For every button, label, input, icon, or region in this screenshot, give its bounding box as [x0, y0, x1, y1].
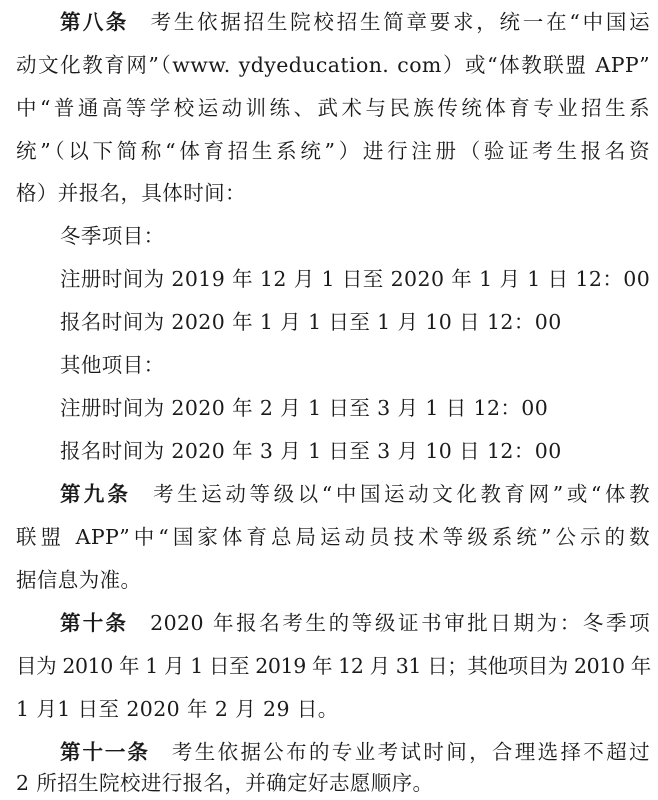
article-9-line-3: 据信息为准。: [16, 568, 142, 592]
winter-register-time: 注册时间为 2019 年 12 月 1 日至 2020 年 1 月 1 日 12：00: [60, 267, 651, 291]
article-8-text-1: 考生依据招生院校招生简章要求，统一在“中国运: [150, 10, 651, 34]
winter-label: 冬季项目：: [60, 224, 165, 248]
article-8-line-1: [60, 5, 650, 39]
article-8-line-2: 动文化教育网”（www. ydyeducation. com）或“体教联盟 APP”: [16, 53, 650, 77]
other-signup-time: 报名时间为 2020 年 3 月 1 日至 3 月 10 日 12：00: [60, 439, 562, 463]
article-8-heading: 第八条: [60, 10, 129, 34]
article-11-heading: 第十一条: [60, 740, 150, 764]
article-9-line-1: [60, 477, 650, 511]
article-11-line-2: 2 所招生院校进行报名，并确定好志愿顺序。: [16, 771, 434, 795]
other-register-time: 注册时间为 2020 年 2 月 1 日至 3 月 1 日 12：00: [60, 396, 549, 420]
article-8-line-5: 格）并报名，具体时间：: [16, 181, 246, 205]
article-10-line-3: 1 月1 日至 2020 年 2 月 29 日。: [16, 697, 339, 721]
article-9-line-2: 联盟 APP”中“国家体育总局运动员技术等级系统”公示的数: [16, 525, 650, 549]
other-label: 其他项目：: [60, 353, 165, 377]
article-10-line-2: 目为 2010 年 1 月 1 日至 2019 年 12 月 31 日；其他项目为 2010 年: [16, 654, 651, 678]
article-8-line-3: 中“普通高等学校运动训练、武术与民族传统体育专业招生系: [16, 96, 650, 120]
article-9-text-1: 考生运动等级以“中国运动文化教育网”或“体教: [153, 482, 650, 506]
article-10-heading: 第十条: [60, 611, 129, 635]
article-9-heading: 第九条: [60, 482, 132, 506]
article-11-line-1: [60, 735, 650, 769]
winter-signup-time: 报名时间为 2020 年 1 月 1 日至 1 月 10 日 12：00: [60, 310, 562, 334]
article-10-line-1: [60, 606, 650, 640]
article-10-text-1: 2020 年报名考生的等级证书审批日期为：冬季项: [150, 611, 651, 635]
article-11-text-1: 考生依据公布的专业考试时间，合理选择不超过: [171, 740, 651, 764]
article-8-line-4: 统”（以下简称“体育招生系统”）进行注册（验证考生报名资: [16, 139, 650, 163]
